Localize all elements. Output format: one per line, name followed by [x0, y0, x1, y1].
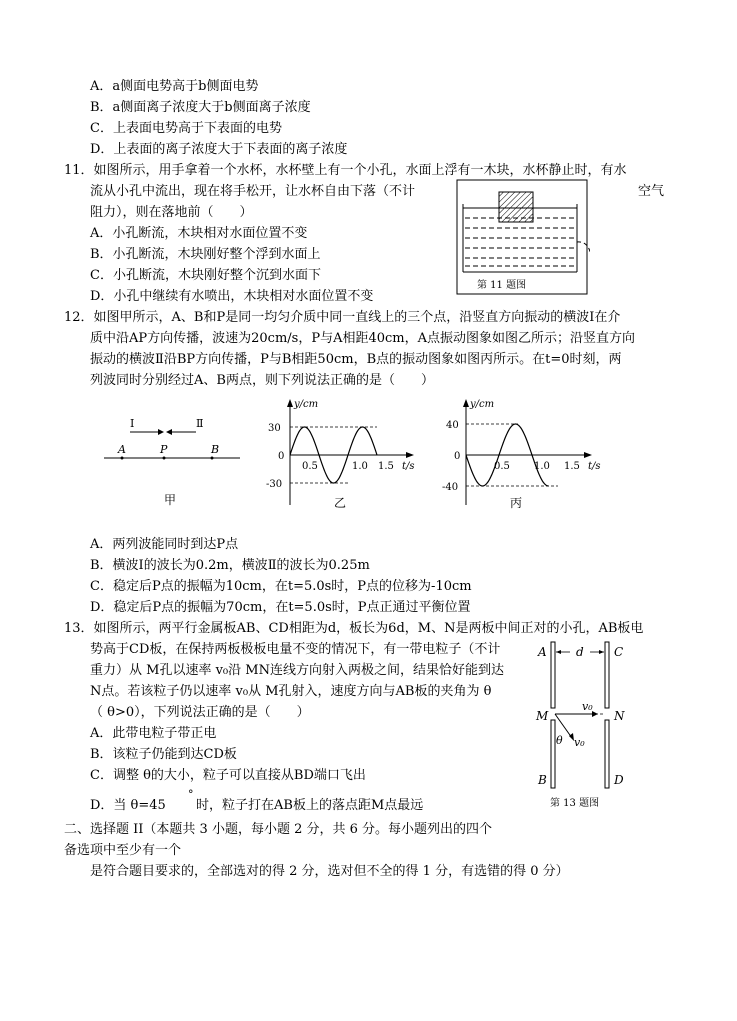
- q13-stem-line2: 势高于CD板，在保持两板极板电量不变的情况下，有一带电粒子（不计: [90, 642, 501, 657]
- q11-option-d: D．小孔中继续有水喷出，木块相对水面位置不变: [90, 289, 374, 304]
- q12-bing-xlabel: t/s: [588, 461, 601, 472]
- q13-fig-N: N: [614, 709, 625, 723]
- q11-stem-line2b: 空气: [638, 184, 665, 199]
- q13-fig-v0: v₀: [582, 700, 593, 713]
- q12-figure-jia: [100, 410, 250, 510]
- section2-line3: 是符合题目要求的，全部选对的得 2 分，选对但不全的得 1 分，有选错的得 0 分）: [90, 864, 569, 879]
- q10-option-b: B．a侧面离子浓度大于b侧面离子浓度: [90, 100, 311, 115]
- q12-bing-tick-1: 1.0: [534, 461, 550, 472]
- q12-figure-yi: [262, 395, 422, 515]
- q12-option-c: C．稳定后P点的振幅为10cm，在t=5.0s时，P点的位移为-10cm: [90, 579, 472, 594]
- q12-stem-line3: 振动的横波Ⅱ沿BP方向传播，P与B相距50cm，B点的振动图象如图丙所示。在t=0时刻，两: [90, 352, 622, 367]
- q13-figure: [530, 632, 660, 814]
- section2-line2: 备选项中至少有一个: [64, 843, 182, 858]
- q13-fig-caption: 第 13 题图: [550, 798, 600, 809]
- q12-jia-caption: 甲: [164, 493, 177, 507]
- q12-jia-label-I: Ⅰ: [130, 417, 135, 430]
- q11-figure-caption: 第 11 题图: [477, 280, 527, 291]
- q13-fig-A: A: [538, 645, 547, 659]
- q11-stem-line2: 流从小孔中流出，现在将手松开，让水杯自由下落（不计: [90, 184, 416, 199]
- q13-option-d-tail: 时，粒子打在AB板上的落点距M点最远: [196, 798, 424, 813]
- q12-bing-ymax: 40: [446, 420, 459, 431]
- q12-yi-tick-1: 1.0: [352, 461, 368, 472]
- q13-option-d: D．当 θ=45: [90, 798, 166, 813]
- q12-yi-ymin: -30: [266, 479, 283, 490]
- q13-stem-line1: 13．如图所示，两平行金属板AB、CD相距为d，板长为6d，M、N是两板中间正对的小孔，AB板电: [64, 621, 644, 636]
- q12-bing-caption: 丙: [510, 496, 523, 510]
- q12-yi-tick-2: 1.5: [378, 461, 394, 472]
- q13-fig-v0-angled: v₀: [574, 736, 585, 749]
- q12-option-b: B．横波Ⅰ的波长为0.2m，横波Ⅱ的波长为0.25m: [90, 558, 370, 573]
- q12-yi-xlabel: t/s: [402, 461, 415, 472]
- q11-stem-line1: 11．如图所示，用手拿着一个水杯，水杯壁上有一个小孔，水面上浮有一木块，水杯静止时，有水: [64, 163, 627, 178]
- q12-bing-ylabel: y/cm: [470, 399, 495, 410]
- q13-option-d-degree: °: [188, 788, 194, 801]
- q12-figure-bing: [438, 395, 603, 515]
- q11-stem-line3: 阻力），则在落地前（ ）: [90, 205, 253, 220]
- q12-yi-ymax: 30: [268, 423, 281, 434]
- q13-stem-line4: N点。若该粒子仍以速率 v₀从 M孔射入，速度方向与AB板的夹角为 θ: [90, 684, 492, 699]
- q12-option-d: D．稳定后P点的振幅为70cm，在t=5.0s时，P点正通过平衡位置: [90, 600, 471, 615]
- q11-option-c: C．小孔断流，木块刚好整个沉到水面下: [90, 268, 321, 283]
- q11-option-a: A．小孔断流，木块相对水面位置不变: [90, 226, 308, 241]
- q13-fig-C: C: [614, 645, 624, 659]
- q12-yi-zero: 0: [278, 451, 285, 462]
- q12-jia-point-A: A: [118, 443, 126, 456]
- q12-stem-line4: 列波同时分别经过A、B两点，则下列说法正确的是（ ）: [90, 373, 434, 388]
- q13-option-b: B．该粒子仍能到达CD板: [90, 747, 237, 762]
- q12-yi-caption: 乙: [334, 496, 347, 510]
- q13-option-c: C．调整 θ的大小，粒子可以直接从BD端口飞出: [90, 768, 366, 783]
- q12-option-a: A．两列波能同时到达P点: [90, 537, 239, 552]
- q13-fig-d: d: [576, 645, 584, 659]
- q13-stem-line3: 重力）从 M孔以速率 v₀沿 MN连线方向射入两极之间，结果恰好能到达: [90, 663, 504, 678]
- q10-option-a: A．a侧面电势高于b侧面电势: [90, 79, 259, 94]
- q13-fig-B: B: [538, 773, 547, 787]
- q13-option-a: A．此带电粒子带正电: [90, 726, 217, 741]
- q11-option-b: B．小孔断流，木块刚好整个浮到水面上: [90, 247, 321, 262]
- q13-stem-line5: （ θ>0），下列说法正确的是（ ）: [90, 705, 310, 720]
- q12-jia-label-II: Ⅱ: [196, 417, 204, 430]
- q13-fig-theta: θ: [556, 734, 563, 747]
- q13-fig-D: D: [614, 773, 624, 787]
- q12-stem-line2: 质中沿AP方向传播，波速为20cm/s，P与A相距40cm，A点振动图象如图乙所示；沿竖直方向: [90, 331, 636, 346]
- q12-bing-tick-0: 0.5: [494, 461, 510, 472]
- q10-option-c: C．上表面电势高于下表面的电势: [90, 121, 282, 136]
- section2-line1: 二、选择题 II（本题共 3 小题，每小题 2 分，共 6 分。每小题列出的四个: [64, 822, 493, 837]
- q12-bing-zero: 0: [454, 451, 461, 462]
- q12-yi-tick-0: 0.5: [302, 461, 318, 472]
- q12-bing-tick-2: 1.5: [564, 461, 580, 472]
- q12-jia-point-B: B: [211, 443, 220, 456]
- q10-option-d: D．上表面的离子浓度大于下表面的离子浓度: [90, 142, 348, 157]
- q12-jia-point-P: P: [160, 443, 168, 456]
- q12-bing-ymin: -40: [442, 482, 459, 493]
- q11-figure: [455, 178, 590, 298]
- q12-yi-ylabel: y/cm: [294, 399, 319, 410]
- q13-fig-M: M: [536, 709, 549, 723]
- q12-stem-line1: 12．如图甲所示，A、B和P是同一均匀介质中同一直线上的三个点，沿竖直方向振动的横波Ⅰ在介: [64, 310, 621, 325]
